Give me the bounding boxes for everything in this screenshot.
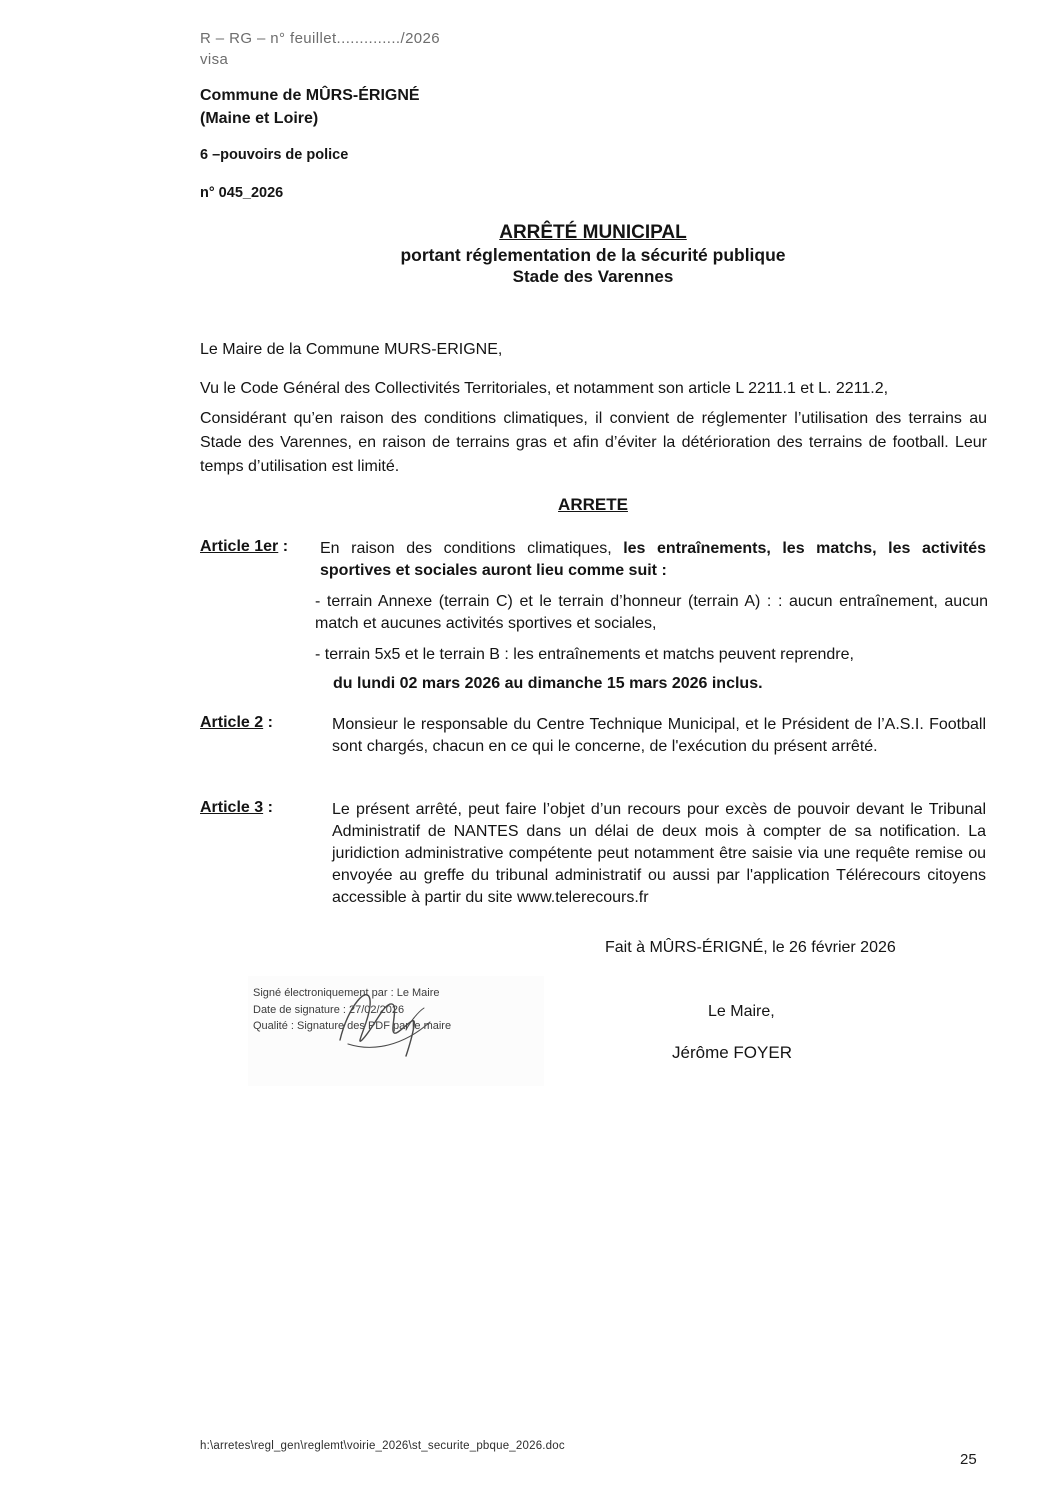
- article-3-label: Article 3 :: [200, 799, 273, 816]
- preamble-maire: Le Maire de la Commune MURS-ERIGNE,: [200, 341, 503, 358]
- commune-departement: (Maine et Loire): [200, 110, 319, 127]
- preamble-considerant: Considérant qu’en raison des conditions climatiques, il convient de réglementer l’utilisation des terrains au Stade des Varennes, en raison de terrains gras et afin d’éviter la détérioration des terrains de football. Leur temps d’utilisation est limité.: [200, 410, 987, 475]
- title-subject: portant réglementation de la sécurité publique: [400, 245, 786, 265]
- footer-file-path: h:\arretes\regl_gen\reglemt\voirie_2026\st_securite_pbque_2026.doc: [200, 1440, 565, 1452]
- signer-title: Le Maire,: [708, 1003, 775, 1020]
- article-1-item-terrain-5x5: - terrain 5x5 et le terrain B : les entraînements et matchs peuvent reprendre,: [315, 646, 854, 663]
- esign-quality: Qualité : Signature des PDF par le maire: [253, 1020, 452, 1032]
- section-label: 6 –pouvoirs de police: [200, 147, 349, 163]
- article-1-item-terrain-annexe: - terrain Annexe (terrain C) et le terrain d’honneur (terrain A) : : aucun entraînement, aucun match et aucunes activités sportives et sociales,: [315, 593, 988, 632]
- commune-name: Commune de MÛRS-ÉRIGNÉ: [200, 87, 420, 104]
- document-title: [200, 221, 986, 288]
- esign-date: Date de signature : 27/02/2026: [253, 1003, 405, 1016]
- header-visa: visa: [200, 51, 229, 68]
- article-1-label: Article 1er :: [200, 538, 289, 555]
- signer-name: Jérôme FOYER: [672, 1043, 792, 1062]
- title-main: ARRÊTÉ MUNICIPAL: [499, 222, 687, 243]
- title-location: Stade des Varennes: [512, 267, 674, 286]
- article-1-intro: En raison des conditions climatiques, les entraînements, les matchs, les activités sportives et sociales auront lieu comme suit :: [320, 540, 986, 579]
- article-2-label: Article 2 :: [200, 714, 273, 731]
- article-3-body: Le présent arrêté, peut faire l’objet d’un recours pour excès de pouvoir devant le Tribunal Administratif de NANTES dans un délai de deux mois à compter de sa notification. La juridiction administrative compétente peut notamment être saisie via une requête remise ou envoyée au greffe du tribunal administratif ou aussi par l'application Télérecours citoyens accessible à partir du site www.telerecours.fr: [332, 801, 986, 906]
- preamble-vu: Vu le Code Général des Collectivités Territoriales, et notamment son article L 2211.1 et L. 2211.2,: [200, 380, 889, 397]
- article-2-body: Monsieur le responsable du Centre Technique Municipal, et le Président de l’A.S.I. Football sont chargés, chacun en ce qui le concerne, de l'exécution du présent arrêté.: [332, 716, 986, 755]
- header-ref-line: R – RG – n° feuillet............../2026: [200, 30, 441, 47]
- decree-number: n° 045_2026: [200, 185, 284, 201]
- arrete-heading: ARRETE: [558, 495, 628, 514]
- handwritten-signature-icon: [318, 978, 458, 1060]
- article-1-period: du lundi 02 mars 2026 au dimanche 15 mars 2026 inclus.: [333, 675, 763, 692]
- place-date-line: Fait à MÛRS-ÉRIGNÉ, le 26 février 2026: [605, 939, 896, 956]
- page-number: 25: [960, 1451, 977, 1468]
- header-reference: [200, 28, 440, 70]
- esign-signed-by: Signé électroniquement par : Le Maire: [253, 987, 440, 999]
- commune-block: [200, 84, 420, 130]
